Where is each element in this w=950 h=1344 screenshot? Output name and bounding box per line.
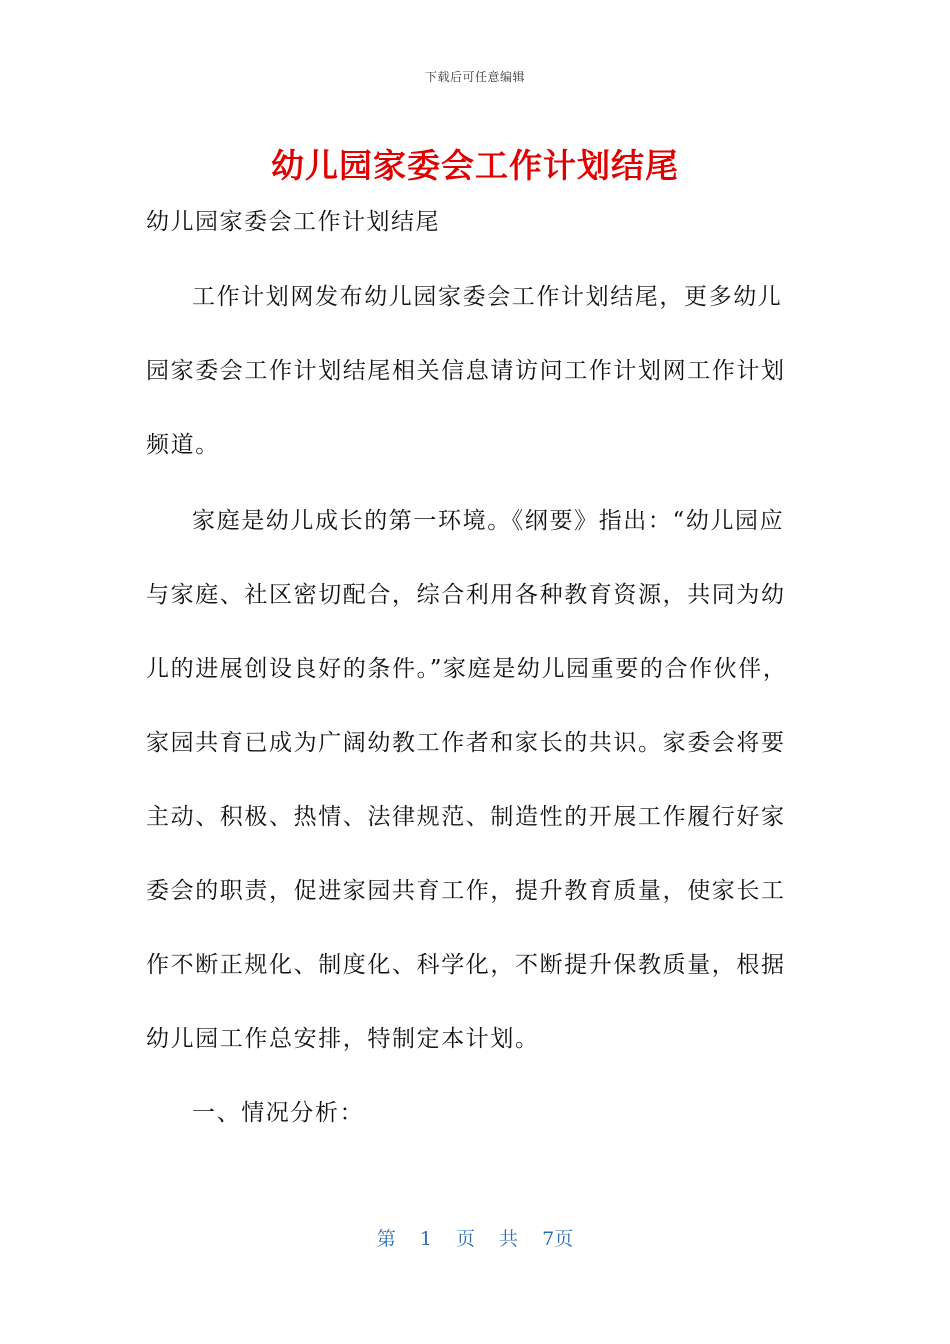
footer-total-prefix: 共 <box>499 1228 519 1250</box>
footer-total-pages: 7页 <box>542 1228 574 1250</box>
footer-prefix: 第 <box>376 1228 396 1250</box>
section-heading: 一、情况分析： <box>192 1100 365 1126</box>
page-footer <box>0 1224 950 1251</box>
header-note: 下载后可任意编辑 <box>424 70 525 84</box>
paragraph-intro: 工作计划网发布幼儿园家委会工作计划结尾，更多幼儿园家委会工作计划结尾相关信息请访问工作计划网工作计划频道。 <box>146 284 786 458</box>
document-subtitle: 幼儿园家委会工作计划结尾 <box>146 209 440 235</box>
footer-current-page: 1 <box>419 1228 432 1250</box>
paragraph-main: 家庭是幼儿成长的第一环境。《纲要》指出：“幼儿园应与家庭、社区密切配合，综合利用各种教育资源，共同为幼儿的进展创设良好的条件。”家庭是幼儿园重要的合作伙伴，家园共育已成为广阔幼教工作者和家长的共识。家委会将要主动、积极、热情、法律规范、制造性的开展工作履行好家委会的职责，促进家园共育工作，提升教育质量，使家长工作不断正规化、制度化、科学化，不断提升保教质量，根据幼儿园工作总安排，特制定本计划。 <box>146 508 788 1052</box>
document-title: 幼儿园家委会工作计划结尾 <box>271 146 679 185</box>
footer-page-label: 页 <box>455 1228 475 1250</box>
